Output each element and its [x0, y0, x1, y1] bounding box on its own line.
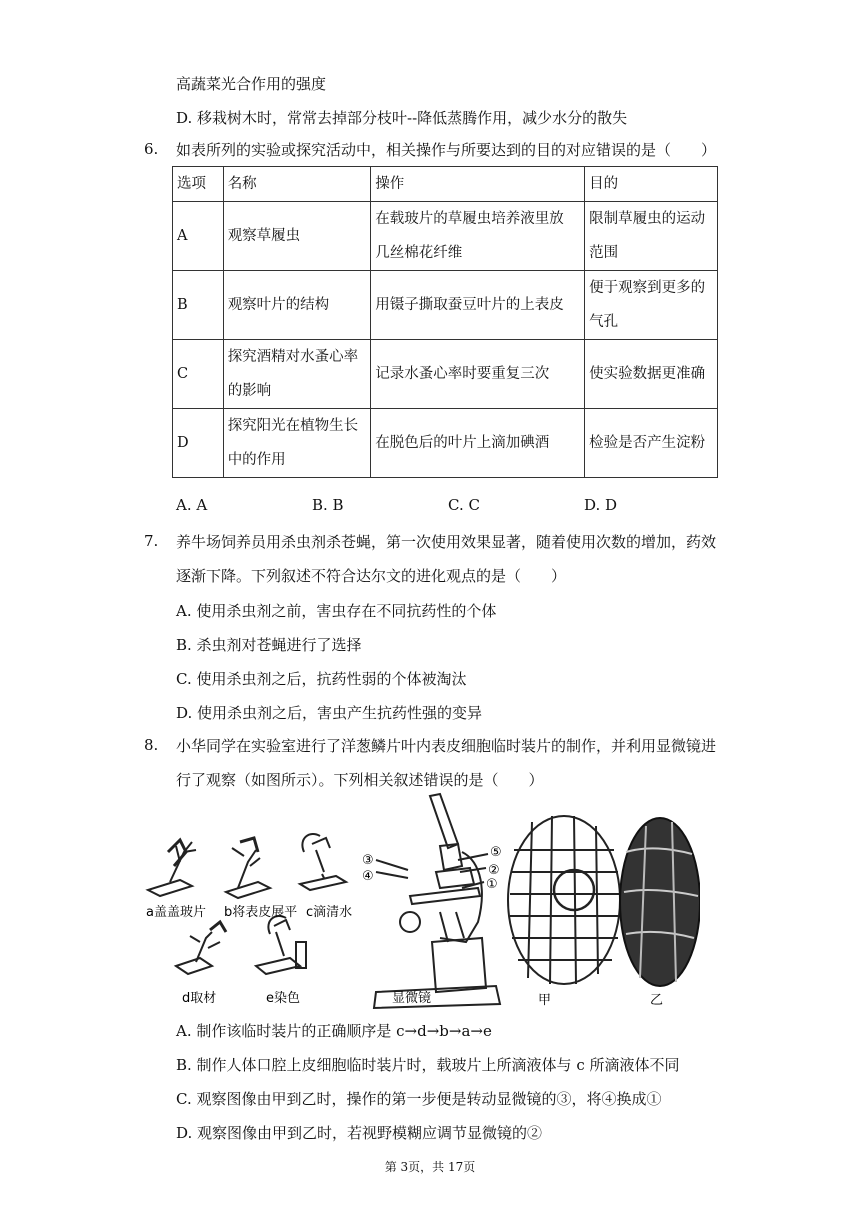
question-8-option-b[interactable]: B. 制作人体口腔上皮细胞临时装片时，载玻片上所滴液体与 c 所滴液体不同	[176, 1056, 680, 1074]
question-6-option-b[interactable]: B. B	[312, 496, 344, 514]
question-7-option-c[interactable]: C. 使用杀虫剂之后，抗药性弱的个体被淘汰	[176, 670, 467, 688]
table-row	[173, 409, 718, 478]
table-header-cell: 目的	[585, 167, 718, 202]
figure-drawing	[140, 792, 700, 1014]
figure-label-d: d取材	[182, 991, 217, 1006]
cell-text: 使实验数据更准确	[589, 366, 706, 382]
table-cell-operation	[371, 409, 585, 478]
question-7-stem-line-2: 逐渐下降。下列叙述不符合达尔文的进化观点的是（ ）	[176, 567, 567, 585]
figure-label-b: b将表皮展平	[224, 905, 298, 920]
table-cell-goal	[585, 409, 718, 478]
table-cell-name	[223, 271, 371, 340]
table-header-cell: 名称	[223, 167, 371, 202]
cell-text: 观察叶片的结构	[227, 297, 330, 313]
cell-text: 中的作用	[227, 452, 286, 468]
table-cell-option: C	[173, 340, 224, 409]
question-6-option-c[interactable]: C. C	[448, 496, 480, 514]
question-7-stem-line-1: 养牛场饲养员用杀虫剂杀苍蝇，第一次使用效果显著，随着使用次数的增加，药效	[176, 533, 717, 551]
table-cell-option: A	[173, 202, 224, 271]
step-d-illustration	[176, 922, 226, 974]
question-7-option-b[interactable]: B. 杀虫剂对苍蝇进行了选择	[176, 636, 362, 654]
table-cell-goal	[585, 202, 718, 271]
cell-text: 探究阳光在植物生长	[227, 418, 359, 434]
question-8-option-c[interactable]: C. 观察图像由甲到乙时，操作的第一步便是转动显微镜的③，将④换成①	[176, 1090, 662, 1108]
cell-text: 便于观察到更多的	[589, 280, 706, 296]
table-cell-operation	[371, 271, 585, 340]
question-8-option-d[interactable]: D. 观察图像由甲到乙时，若视野模糊应调节显微镜的②	[176, 1124, 543, 1142]
table-cell-name	[223, 202, 371, 271]
question-6-table	[172, 166, 718, 478]
step-e-illustration	[256, 916, 306, 974]
table-header-cell: 选项	[173, 167, 224, 202]
figure-label-a: a盖盖玻片	[146, 905, 206, 920]
cell-text: 的影响	[227, 383, 272, 399]
table-row	[173, 202, 718, 271]
table-cell-option: D	[173, 409, 224, 478]
figure-label-c: c滴清水	[306, 905, 353, 920]
view-yi-illustration	[620, 818, 700, 986]
figure-label-yi: 乙	[650, 993, 664, 1008]
question-7-option-d[interactable]: D. 使用杀虫剂之后，害虫产生抗药性强的变异	[176, 704, 483, 722]
table-header-cell: 操作	[371, 167, 585, 202]
page-footer: 第 3页，共 17页	[384, 1160, 476, 1174]
table-cell-name	[223, 409, 371, 478]
cell-text: 在脱色后的叶片上滴加碘酒	[375, 435, 550, 451]
microscope-illustration	[374, 794, 500, 1008]
question-6-number: 6.	[144, 140, 159, 158]
table-row	[173, 271, 718, 340]
question-8-stem-line-1: 小华同学在实验室进行了洋葱鳞片叶内表皮细胞临时装片的制作，并利用显微镜进	[176, 737, 717, 755]
cell-text: 范围	[589, 245, 619, 261]
cell-text: 几丝棉花纤维	[375, 245, 463, 261]
table-cell-option: B	[173, 271, 224, 340]
question-7-option-a[interactable]: A. 使用杀虫剂之前，害虫存在不同抗药性的个体	[176, 602, 497, 620]
cell-text: 记录水蚤心率时要重复三次	[375, 366, 550, 382]
question-6-stem: 如表所列的实验或探究活动中，相关操作与所要达到的目的对应错误的是（ ）	[176, 141, 717, 159]
cell-text: 观察草履虫	[227, 228, 301, 244]
table-cell-operation	[371, 202, 585, 271]
prev-question-option-d: D. 移栽树木时，常常去掉部分枝叶--降低蒸腾作用，减少水分的散失	[176, 109, 628, 127]
cell-text: 限制草履虫的运动	[589, 211, 706, 227]
microscope-number-4: ④	[362, 869, 374, 884]
question-8-option-a[interactable]: A. 制作该临时装片的正确顺序是 c→d→b→a→e	[176, 1022, 492, 1040]
figure-label-e: e染色	[266, 991, 300, 1006]
question-6-option-a[interactable]: A. A	[176, 496, 208, 514]
table-cell-operation	[371, 340, 585, 409]
question-8-number: 8.	[144, 736, 159, 754]
prev-question-continuation: 高蔬菜光合作用的强度	[176, 75, 327, 93]
microscope-number-2: ②	[488, 863, 500, 878]
table-cell-name	[223, 340, 371, 409]
cell-text: 在载玻片的草履虫培养液里放	[375, 211, 564, 227]
cell-text: 检验是否产生淀粉	[589, 435, 706, 451]
step-a-illustration	[148, 840, 196, 896]
step-b-illustration	[226, 838, 270, 898]
table-header-row	[173, 167, 718, 202]
cell-text: 探究酒精对水蚤心率	[227, 349, 359, 365]
figure-label-microscope: 显微镜	[392, 991, 432, 1006]
question-7-number: 7.	[144, 532, 159, 550]
table-row	[173, 340, 718, 409]
table-cell-goal	[585, 271, 718, 340]
step-c-illustration	[300, 834, 346, 890]
microscope-number-1: ①	[486, 877, 498, 892]
figure-label-jia: 甲	[538, 993, 552, 1008]
table-cell-goal	[585, 340, 718, 409]
microscope-number-3: ③	[362, 853, 374, 868]
cell-text: 气孔	[589, 314, 619, 330]
question-8-figure	[140, 792, 700, 1014]
microscope-number-5: ⑤	[490, 845, 502, 860]
question-6-option-d[interactable]: D. D	[584, 496, 618, 514]
question-8-stem-line-2: 行了观察（如图所示）。下列相关叙述错误的是（ ）	[176, 771, 544, 789]
cell-text: 用镊子撕取蚕豆叶片的上表皮	[375, 297, 564, 313]
